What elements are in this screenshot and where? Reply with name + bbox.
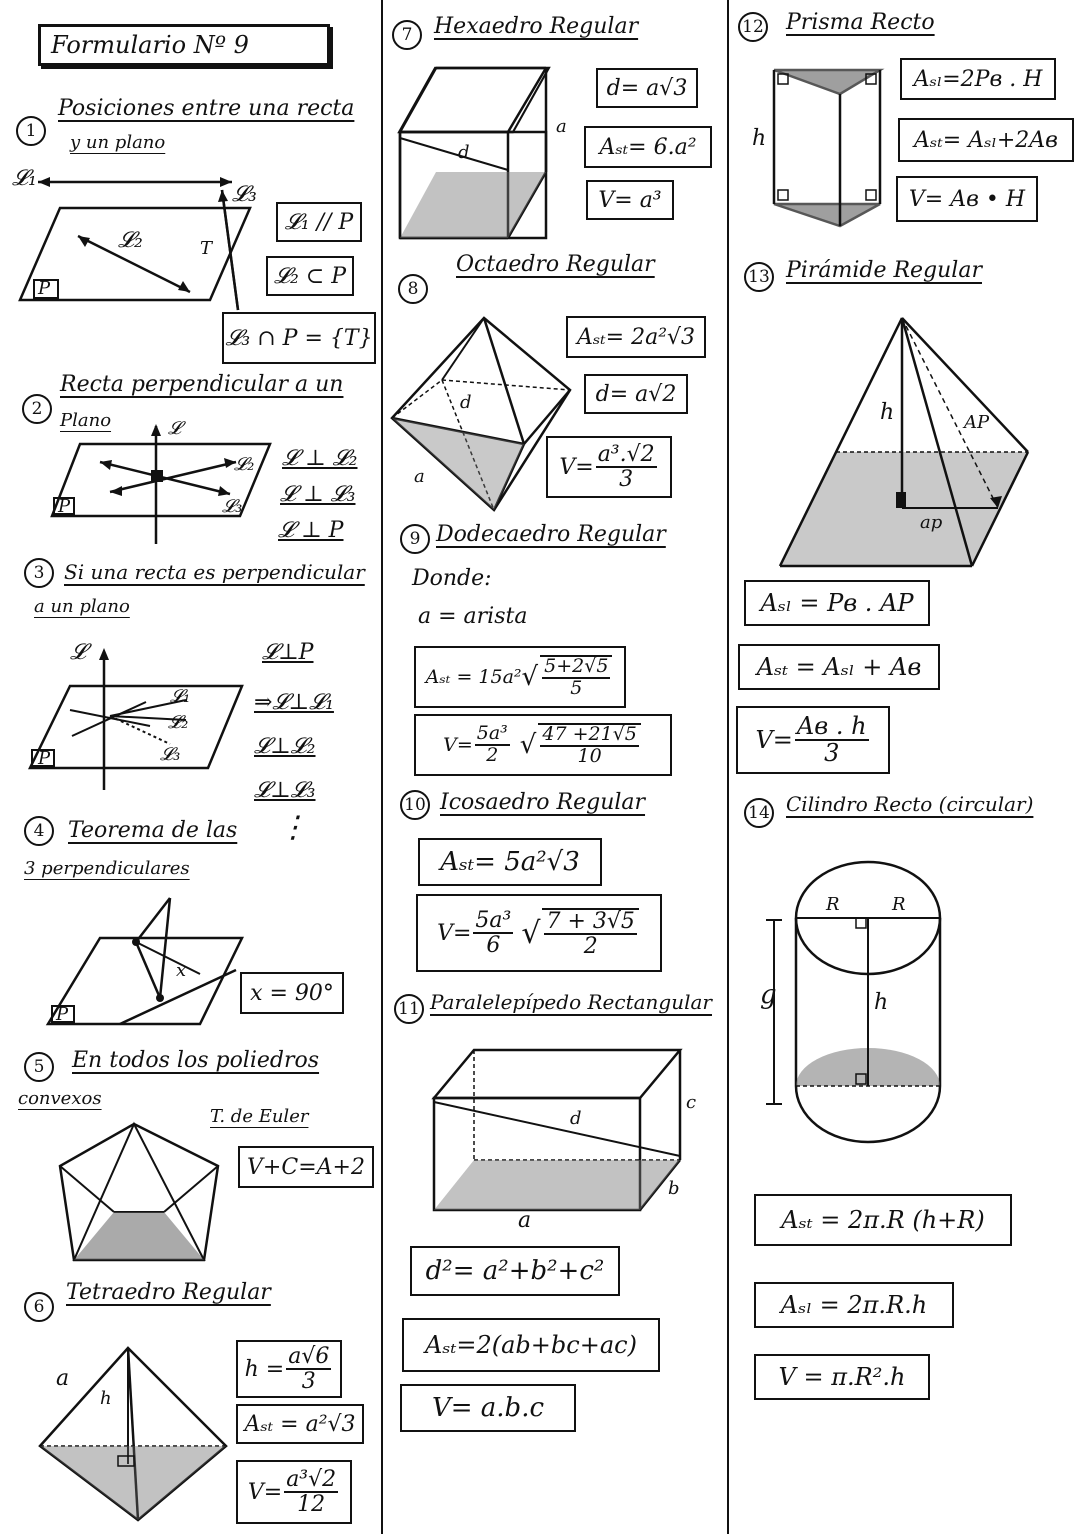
page-title: Formulario Nº 9 bbox=[38, 24, 330, 66]
formula-s10-v-den: 6 bbox=[486, 933, 501, 958]
formula-s6-v-frac bbox=[284, 1468, 338, 1516]
euler-theorem-label: T. de Euler bbox=[210, 1106, 309, 1127]
formula-s6-v-num: a³√2 bbox=[286, 1466, 337, 1492]
section-number-2: 2 bbox=[22, 394, 52, 424]
label-s11-a: a bbox=[518, 1208, 532, 1233]
section-title-2-line1: Recta perpendicular a un bbox=[60, 372, 344, 397]
section-number-8: 8 bbox=[398, 274, 428, 304]
formula-s13-v-lhs: V= bbox=[755, 726, 793, 754]
regular-pyramid-diagram bbox=[776, 312, 1036, 572]
formula-s2-1: 𝓛 ⊥ 𝓛₂ bbox=[282, 446, 358, 471]
section-title-1-line1: Posiciones entre una recta bbox=[58, 96, 355, 121]
formula-s9-ast-rad bbox=[540, 655, 612, 699]
formula-s2-3: 𝓛 ⊥ P bbox=[278, 518, 344, 543]
formula-s8-v-num: a³.√2 bbox=[597, 441, 655, 467]
section-title-10: Icosaedro Regular bbox=[440, 790, 646, 815]
section-title-14: Cilindro Recto (circular) bbox=[786, 792, 1034, 816]
label-L2: 𝓛₂ bbox=[118, 228, 143, 253]
formula-s13-ast: Aₛₜ = Aₛₗ + Aв bbox=[738, 644, 940, 690]
formula-s9-v-rad-den: 10 bbox=[577, 745, 602, 767]
section-title-12: Prisma Recto bbox=[786, 10, 935, 35]
label-s6-a: a bbox=[56, 1366, 70, 1391]
formula-s9-ast bbox=[414, 646, 626, 708]
formula-s6-v-lhs: V= bbox=[247, 1479, 283, 1505]
formula-s9-v-den: 2 bbox=[486, 744, 499, 766]
section-title-3-line1: Si una recta es perpendicular bbox=[64, 560, 365, 584]
label-s14-R1: R bbox=[826, 894, 840, 915]
label-L3: 𝓛₃ bbox=[232, 182, 257, 207]
label-s13-AP: AP bbox=[964, 412, 990, 433]
label-s6-h: h bbox=[100, 1388, 112, 1409]
formula-s13-v bbox=[736, 706, 890, 774]
section-number-5: 5 bbox=[24, 1052, 54, 1082]
right-prism-diagram bbox=[770, 64, 890, 234]
formula-s3-1: 𝓛⊥P bbox=[262, 640, 314, 665]
formula-s3-3: 𝓛⊥𝓛₂ bbox=[254, 734, 316, 759]
formula-s6-h bbox=[236, 1340, 342, 1398]
formula-s9-v-num: 5a³ bbox=[476, 722, 508, 745]
section-number-12: 12 bbox=[738, 12, 768, 42]
section-number-3: 3 bbox=[24, 558, 54, 588]
label-s13-h: h bbox=[880, 400, 895, 425]
section-number-10: 10 bbox=[400, 790, 430, 820]
formula-s11-v: V= a.b.c bbox=[400, 1384, 576, 1432]
section-title-4-line2: 3 perpendiculares bbox=[24, 858, 190, 879]
formula-s10-v-lhs: V= bbox=[437, 920, 472, 946]
formula-s9-v bbox=[414, 714, 672, 776]
formula-s9-ast-rad-den: 5 bbox=[570, 677, 583, 699]
section-number-6: 6 bbox=[24, 1292, 54, 1322]
section-title-2-line2: Plano bbox=[60, 410, 112, 431]
label-s14-R2: R bbox=[892, 894, 906, 915]
label-s12-h: h bbox=[752, 126, 767, 151]
section-number-9: 9 bbox=[400, 524, 430, 554]
formula-s8-ast: Aₛₜ= 2a²√3 bbox=[566, 316, 706, 358]
formula-s8-v-lhs: V= bbox=[559, 454, 594, 480]
label-s3-L1: 𝓛₁ bbox=[170, 686, 191, 707]
label-s8-a: a bbox=[414, 466, 425, 487]
label-s2-L3: 𝓛₃ bbox=[222, 496, 243, 517]
label-x: x bbox=[176, 960, 187, 981]
formula-s13-v-num: Aв . h bbox=[796, 711, 867, 740]
arista-label: a = arista bbox=[418, 604, 528, 629]
formula-s10-v-rad bbox=[542, 908, 638, 958]
formula-s10-v-frac bbox=[473, 909, 513, 957]
right-cylinder-diagram bbox=[760, 860, 960, 1150]
formula-s9-v-lhs: V= bbox=[443, 734, 473, 756]
section-title-5-line1: En todos los poliedros bbox=[72, 1048, 320, 1073]
label-T: T bbox=[200, 238, 213, 259]
formula-s6-h-frac bbox=[286, 1345, 331, 1393]
parallelepiped-diagram bbox=[430, 1046, 690, 1216]
formula-s4: x = 90° bbox=[240, 972, 344, 1014]
formula-s7-ast: Aₛₜ= 6.a² bbox=[584, 126, 712, 168]
formula-s13-asl: Aₛₗ = Pв . AP bbox=[744, 580, 930, 626]
formula-s1-intersection: 𝓛₃ ∩ P = {T} bbox=[222, 312, 376, 364]
column-divider-1 bbox=[381, 0, 383, 1534]
three-perpendiculars-diagram bbox=[40, 894, 270, 1034]
formula-s1-parallel: 𝓛₁ // P bbox=[276, 202, 362, 242]
formula-s1-contained: 𝓛₂ ⊂ P bbox=[266, 256, 354, 296]
section-title-1-line2: y un plano bbox=[70, 132, 166, 153]
sqrt-sign-icon: √ bbox=[521, 662, 539, 692]
formula-s6-h-lhs: h = bbox=[244, 1356, 285, 1382]
formula-s10-v bbox=[416, 894, 662, 972]
section-number-4: 4 bbox=[24, 816, 54, 846]
formula-s11-d: d²= a²+b²+c² bbox=[410, 1246, 620, 1296]
formula-s8-v-frac bbox=[596, 443, 657, 491]
formula-s6-h-den: 3 bbox=[301, 1369, 316, 1394]
formula-s10-ast: Aₛₜ= 5a²√3 bbox=[418, 838, 602, 886]
label-s3-L3: 𝓛₃ bbox=[160, 744, 181, 765]
convex-polyhedron-diagram bbox=[54, 1120, 234, 1270]
formula-s3-ellipsis: ⋮ bbox=[278, 810, 308, 845]
label-s8-d: d bbox=[460, 392, 472, 413]
formula-s14-asl: Aₛₗ = 2π.R.h bbox=[754, 1282, 954, 1328]
label-s14-g: g bbox=[760, 980, 777, 1010]
label-s14-h: h bbox=[874, 990, 889, 1015]
section-title-4-line1: Teorema de las bbox=[68, 818, 238, 843]
hexahedron-diagram bbox=[396, 62, 566, 242]
label-s3-P: P bbox=[38, 748, 51, 769]
label-s3-L: 𝓛 bbox=[70, 640, 86, 665]
column-divider-2 bbox=[727, 0, 729, 1534]
formula-s3-4: 𝓛⊥𝓛₃ bbox=[254, 778, 316, 803]
label-s2-L2: 𝓛₂ bbox=[234, 454, 255, 475]
label-s7-a: a bbox=[556, 116, 567, 137]
formula-s9-ast-rad-num: 5+2√5 bbox=[544, 655, 609, 678]
formula-s2-2: 𝓛 ⊥ 𝓛₃ bbox=[280, 482, 356, 507]
formula-s7-d: d= a√3 bbox=[596, 68, 698, 108]
label-s11-b: b bbox=[668, 1178, 680, 1199]
formula-s10-v-num: 5a³ bbox=[475, 907, 512, 933]
section-number-7: 7 bbox=[392, 20, 422, 50]
label-s13-ap: ap bbox=[920, 512, 943, 533]
section-title-8: Octaedro Regular bbox=[456, 252, 655, 277]
formula-s6-v bbox=[236, 1460, 352, 1524]
label-s11-d: d bbox=[570, 1108, 582, 1129]
section-number-11: 11 bbox=[394, 994, 424, 1024]
formula-s10-v-rad-num: 7 + 3√5 bbox=[546, 908, 635, 934]
donde-label: Donde: bbox=[412, 566, 492, 591]
label-s4-P: P bbox=[56, 1004, 69, 1025]
formula-s12-ast: Aₛₜ= Aₛₗ+2Aв bbox=[898, 118, 1074, 162]
formula-s8-v-den: 3 bbox=[619, 467, 634, 492]
formula-s14-ast: Aₛₜ = 2π.R (h+R) bbox=[754, 1194, 1012, 1246]
formula-s6-v-den: 12 bbox=[297, 1492, 326, 1517]
formula-s10-v-rad-den: 2 bbox=[583, 934, 598, 959]
formula-s13-v-den: 3 bbox=[824, 739, 840, 767]
formula-s9-v-rad bbox=[538, 723, 641, 767]
label-s11-c: c bbox=[686, 1092, 697, 1113]
formula-s6-h-num: a√6 bbox=[288, 1343, 330, 1369]
formula-s6-ast: Aₛₜ = a²√3 bbox=[236, 1404, 364, 1444]
formula-s12-asl: Aₛₗ=2Pв . H bbox=[900, 58, 1056, 100]
formula-s9-v-rad-num: 47 +21√5 bbox=[542, 723, 637, 746]
section-title-7: Hexaedro Regular bbox=[434, 14, 639, 39]
label-L1: 𝓛₁ bbox=[12, 166, 37, 191]
section-number-14: 14 bbox=[744, 798, 774, 828]
label-s3-L2: 𝓛₂ bbox=[168, 712, 189, 733]
perpendicular-plane-diagram bbox=[20, 640, 260, 790]
section-number-1: 1 bbox=[16, 116, 46, 146]
section-number-13: 13 bbox=[744, 262, 774, 292]
section-title-6: Tetraedro Regular bbox=[66, 1280, 271, 1305]
label-P: P bbox=[38, 278, 51, 299]
section-title-5-line2: convexos bbox=[18, 1088, 102, 1109]
formula-s12-v: V= Aв • H bbox=[896, 176, 1038, 222]
formula-s13-v-frac bbox=[795, 711, 869, 767]
sqrt-sign-icon: √ bbox=[521, 915, 541, 951]
formula-s11-ast: Aₛₜ=2(ab+bc+ac) bbox=[402, 1318, 660, 1372]
label-s7-d: d bbox=[458, 142, 470, 163]
formula-s7-v: V= a³ bbox=[586, 180, 674, 220]
formula-s3-2: ⇒𝓛⊥𝓛₁ bbox=[254, 690, 334, 715]
formula-s9-v-frac bbox=[475, 724, 510, 766]
section-title-9: Dodecaedro Regular bbox=[436, 522, 666, 547]
label-s2-P: P bbox=[58, 496, 71, 517]
section-title-13: Pirámide Regular bbox=[786, 258, 982, 283]
formula-s5: V+C=A+2 bbox=[238, 1146, 374, 1188]
formula-s14-v: V = π.R².h bbox=[754, 1354, 930, 1400]
formula-s9-ast-lhs: Aₛₜ = 15a² bbox=[425, 666, 522, 688]
section-title-11: Paralelepípedo Rectangular bbox=[430, 990, 712, 1014]
sqrt-sign-icon: √ bbox=[519, 730, 537, 760]
section-title-3-line2: a un plano bbox=[34, 596, 130, 617]
formula-s8-d: d= a√2 bbox=[584, 374, 688, 414]
label-s2-L: 𝓛 bbox=[168, 418, 182, 439]
formula-s8-v bbox=[546, 436, 672, 498]
